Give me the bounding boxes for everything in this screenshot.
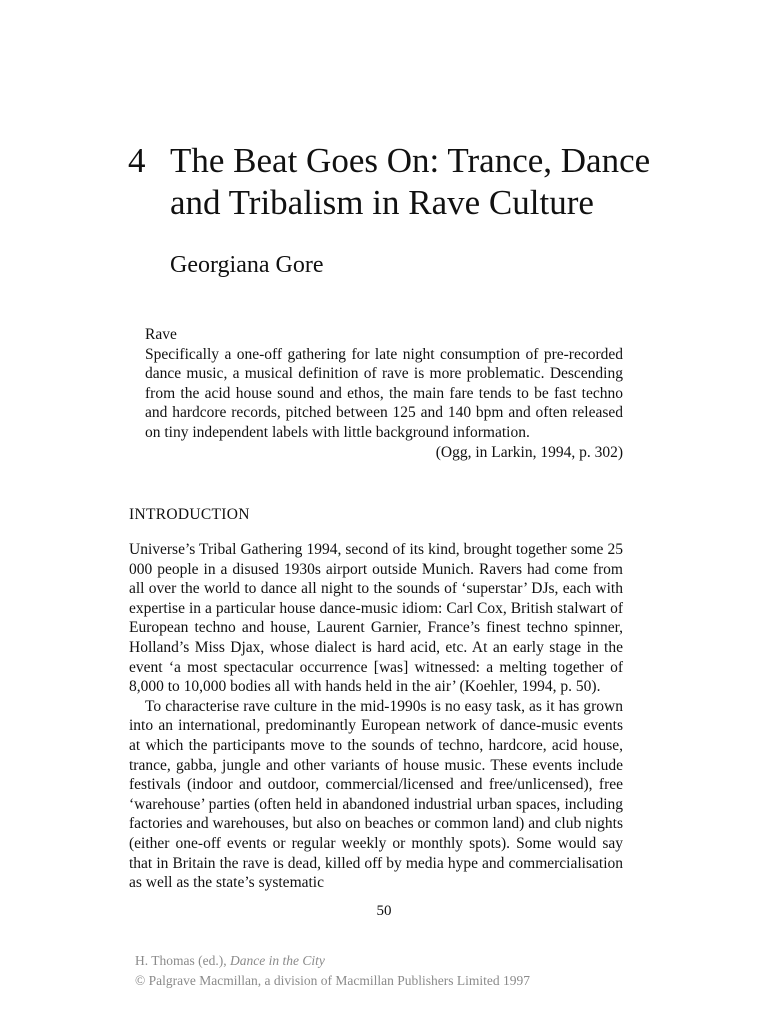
paragraph: Universe’s Tribal Gathering 1994, second of its kind, brought together some 25 000 people in a disused 1930s airport outside Munich. Ravers had come from all over the world to dance all night to the sounds of ‘superstar’ DJs, each with expertise in a particular house dance-music idiom: Carl Cox, British stalwart of European techno and house, Laurent Garnier, France’s finest techno spinner, Holland’s Miss Djax, whose dialect is hard acid, etc. At an early stage in the event ‘a most spectacular occurrence [was] witnessed: a melting together of 8,000 to 10,000 bodies all with hands held in the air’ (Koehler, 1994, p. 50). — [129, 541, 623, 696]
body-text — [129, 540, 623, 893]
page-number: 50 — [376, 903, 392, 919]
source-line — [135, 951, 695, 971]
epigraph-definition: Specifically a one-off gathering for late night consumption of pre-recorded dance music, a musical definition of rave is more problematic. Descending from the acid house sound and ethos, the main fare tends to be fast techno and hardcore records, pitched between 125 and 140 bpm and often released on tiny independent labels with little background information. — [145, 345, 623, 441]
source-book-title: Dance in the City — [229, 953, 325, 968]
copyright-line: © Palgrave Macmillan, a division of Macmillan Publishers Limited 1997 — [135, 973, 530, 988]
epigraph — [145, 325, 623, 462]
chapter-author: Georgiana Gore — [170, 252, 324, 278]
epigraph-term: Rave — [145, 326, 177, 343]
source-editor: H. Thomas (ed.), — [135, 953, 230, 968]
epigraph-citation: (Ogg, in Larkin, 1994, p. 302) — [435, 443, 623, 461]
section-heading: INTRODUCTION — [129, 506, 250, 523]
chapter-heading — [128, 140, 668, 224]
paragraph: To characterise rave culture in the mid-1990s is no easy task, as it has grown into an international, predominantly European network of dance-music events at which the participants move to the sounds of techno, hardcore, acid house, trance, gabba, jungle and other variants of house music. These events include festivals (indoor and outdoor, commercial/licensed and free/unlicensed), free ‘warehouse’ parties (often held in abandoned industrial urban spaces, including factories and warehouses, but also on beaches or common land) and club nights (either one-off events or regular weekly or monthly spots). Some would say that in Britain the rave is dead, killed off by media hype and commercialisation as well as the state’s systematic — [129, 697, 623, 892]
chapter-title: The Beat Goes On: Trance, Dance and Tribalism in Rave Culture — [170, 141, 651, 222]
copyright-footer — [135, 951, 695, 991]
chapter-number: 4 — [128, 141, 146, 180]
